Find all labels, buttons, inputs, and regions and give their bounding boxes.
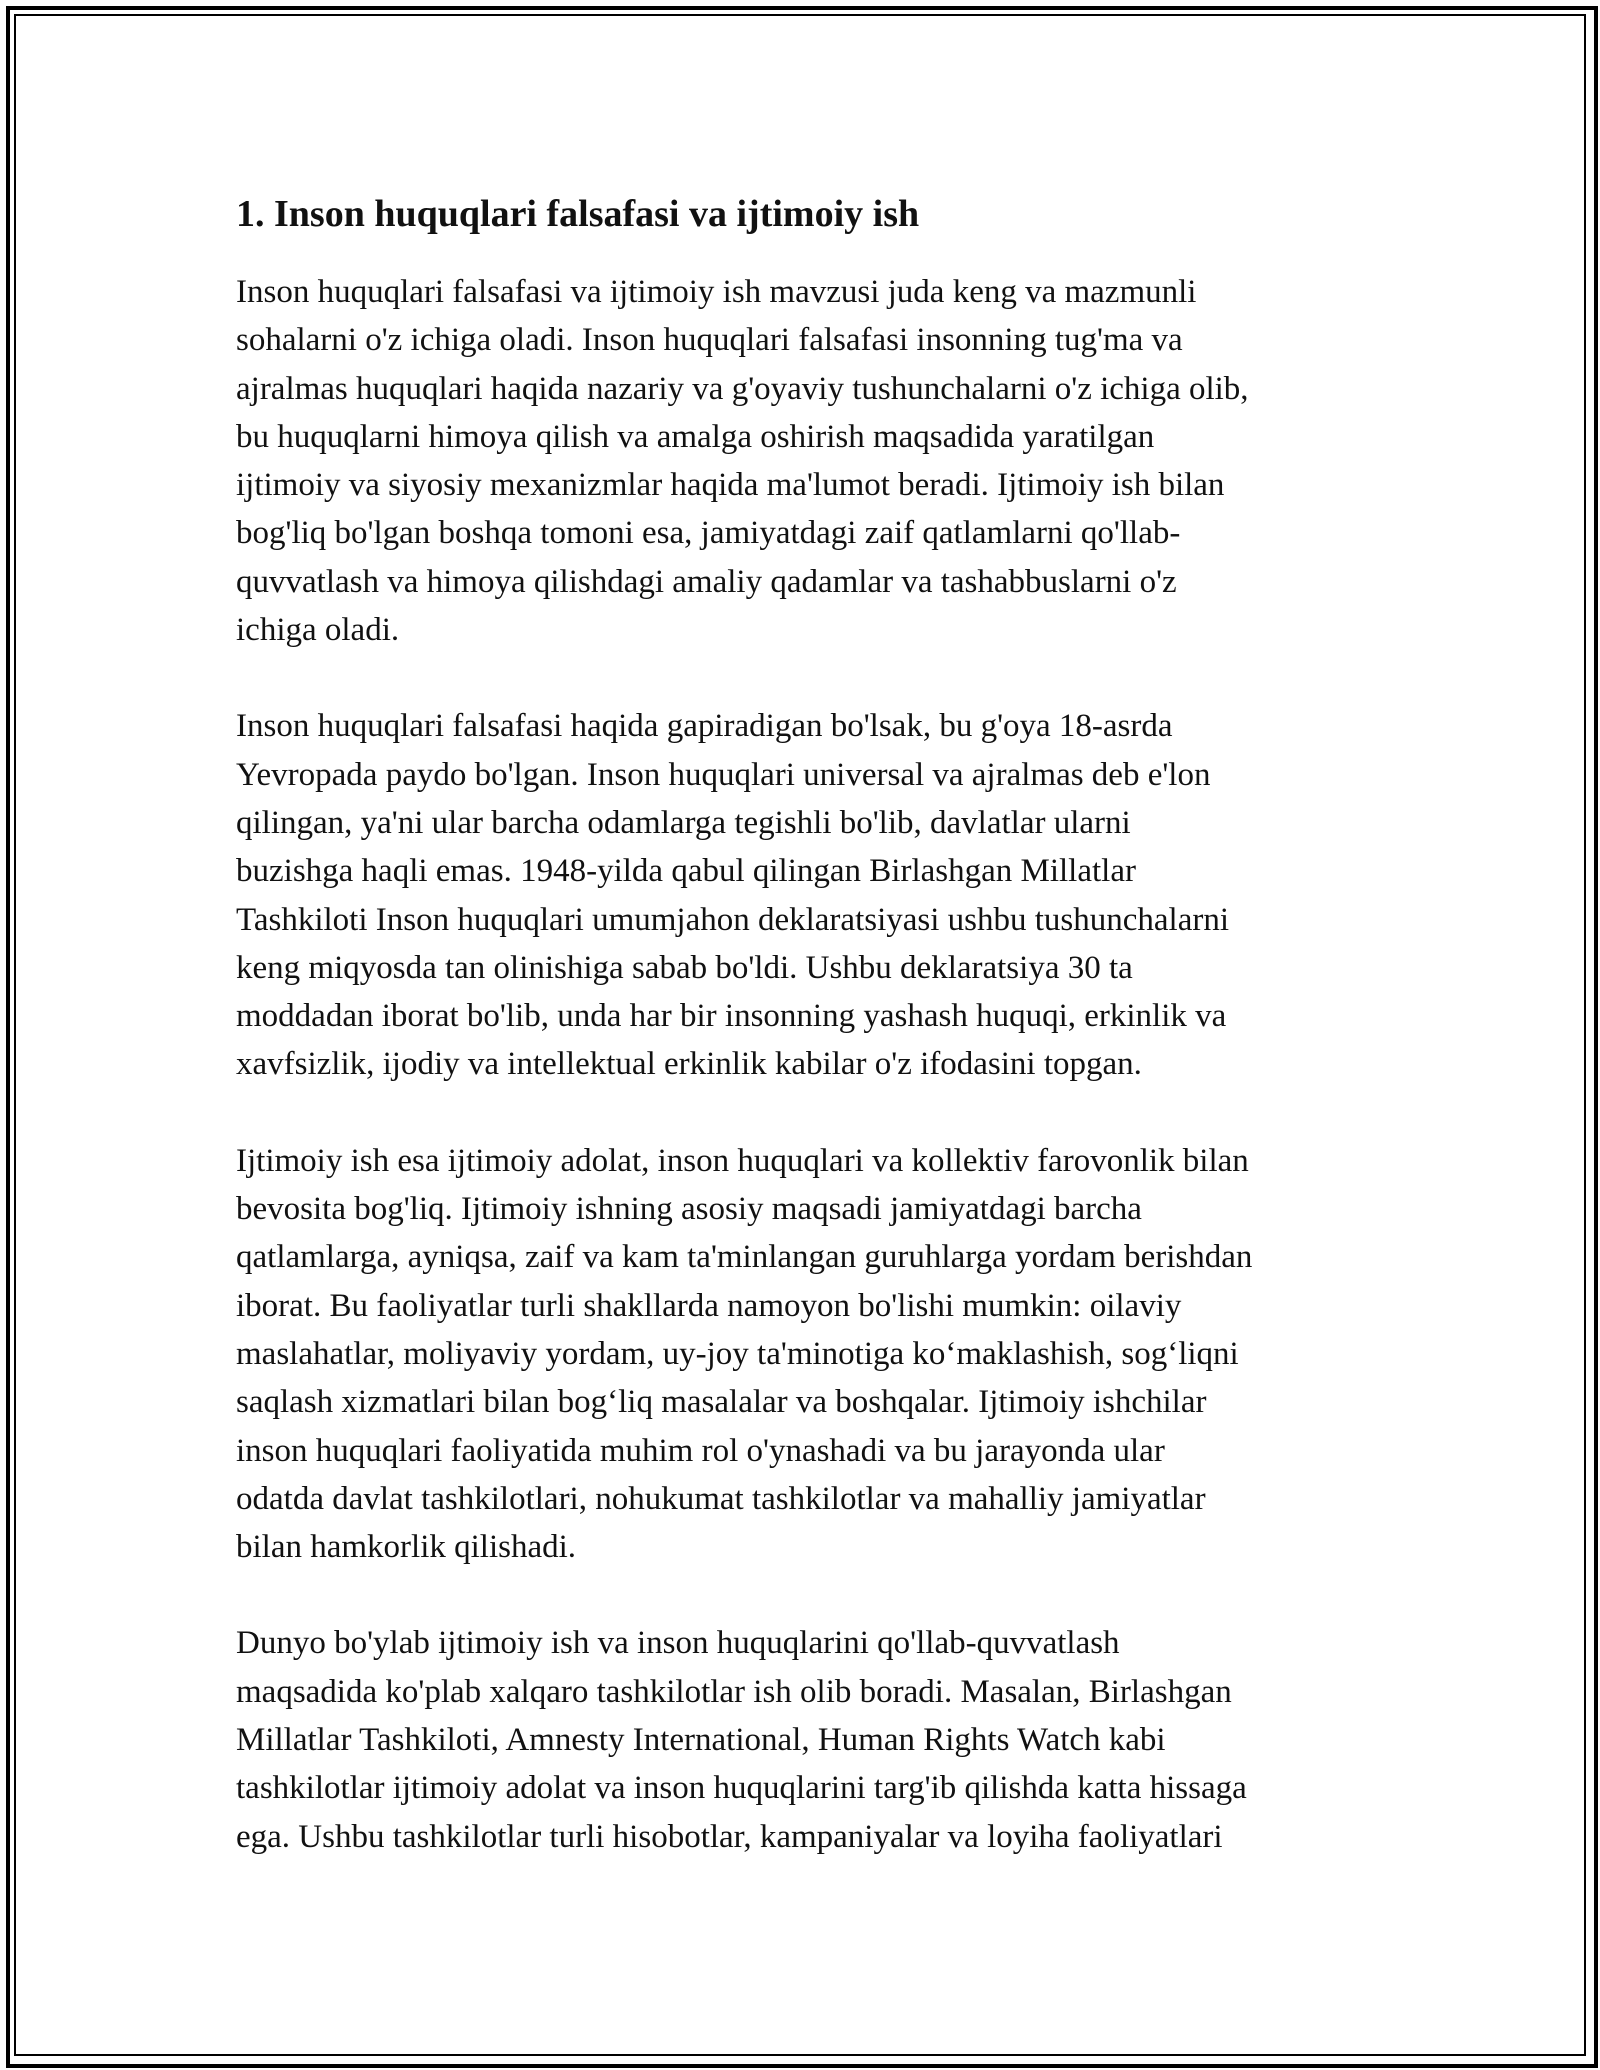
text-line: bilan hamkorlik qilishadi.	[236, 1529, 577, 1566]
text-line: maslahatlar, moliyaviy yordam, uy-joy ta'minotiga ko‘maklashish, sog‘liqni	[236, 1335, 1239, 1372]
text-line: inson huquqlari faoliyatida muhim rol o'ynashadi va bu jarayonda ular	[236, 1432, 1165, 1469]
text-line: ajralmas huquqlari haqida nazariy va g'oyaviy tushunchalarni o'z ichiga olib,	[236, 370, 1249, 407]
paragraph-2	[236, 702, 1376, 1088]
text-line: ega. Ushbu tashkilotlar turli hisobotlar, kampaniyalar va loyiha faoliyatlari	[236, 1818, 1223, 1855]
text-line: quvvatlash va himoya qilishdagi amaliy qadamlar va tashabbuslarni o'z	[236, 563, 1177, 600]
text-line: moddadan iborat bo'lib, unda har bir insonning yashash huquqi, erkinlik va	[236, 998, 1227, 1035]
text-line: keng miqyosda tan olinishiga sabab bo'ldi. Ushbu deklaratsiya 30 ta	[236, 949, 1133, 986]
text-line: tashkilotlar ijtimoiy adolat va inson huquqlarini targ'ib qilishda katta hissaga	[236, 1770, 1247, 1807]
text-line: Tashkiloti Inson huquqlari umumjahon deklaratsiyasi ushbu tushunchalarni	[236, 901, 1230, 938]
text-line: Ijtimoiy ish esa ijtimoiy adolat, inson huquqlari va kollektiv farovonlik bilan	[236, 1142, 1249, 1179]
text-line: buzishga haqli emas. 1948-yilda qabul qilingan Birlashgan Millatlar	[236, 853, 1136, 890]
text-line: sohalarni o'z ichiga oladi. Inson huquqlari falsafasi insonning tug'ma va	[236, 322, 1183, 359]
text-line: bu huquqlarni himoya qilish va amalga oshirish maqsadida yaratilgan	[236, 418, 1155, 455]
text-line: bevosita bog'liq. Ijtimoiy ishning asosiy maqsadi jamiyatdagi barcha	[236, 1191, 1142, 1228]
text-line: odatda davlat tashkilotlari, nohukumat tashkilotlar va mahalliy jamiyatlar	[236, 1480, 1206, 1517]
paragraph-3	[236, 1137, 1376, 1572]
section-heading: 1. Inson huquqlari falsafasi va ijtimoiy ish	[236, 193, 920, 235]
text-line: Inson huquqlari falsafasi va ijtimoiy ish mavzusi juda keng va mazmunli	[236, 274, 1197, 310]
text-line: qatlamlarga, ayniqsa, zaif va kam ta'minlangan guruhlarga yordam berishdan	[236, 1239, 1253, 1276]
text-line: qilingan, ya'ni ular barcha odamlarga tegishli bo'lib, davlatlar ularni	[236, 804, 1131, 841]
paragraph-4	[236, 1619, 1376, 1860]
text-line: ijtimoiy va siyosiy mexanizmlar haqida ma'lumot beradi. Ijtimoiy ish bilan	[236, 467, 1225, 504]
text-line: saqlash xizmatlari bilan bog‘liq masalalar va boshqalar. Ijtimoiy ishchilar	[236, 1384, 1207, 1421]
text-line: ichiga oladi.	[236, 612, 400, 649]
text-line: xavfsizlik, ijodiy va intellektual erkinlik kabilar o'z ifodasini topgan.	[236, 1046, 1142, 1083]
text-line: maqsadida ko'plab xalqaro tashkilotlar ish olib boradi. Masalan, Birlashgan	[236, 1673, 1232, 1710]
text-line: Yevropada paydo bo'lgan. Inson huquqlari universal va ajralmas deb e'lon	[236, 756, 1211, 793]
text-line: iborat. Bu faoliyatlar turli shakllarda namoyon bo'lishi mumkin: oilaviy	[236, 1287, 1182, 1324]
paragraph-1	[236, 268, 1376, 654]
text-line: Dunyo bo'ylab ijtimoiy ish va inson huquqlarini qo'llab-quvvatlash	[236, 1625, 1120, 1662]
text-line: Inson huquqlari falsafasi haqida gapiradigan bo'lsak, bu g'oya 18-asrda	[236, 708, 1173, 745]
document-body	[236, 186, 1376, 1909]
text-line: bog'liq bo'lgan boshqa tomoni esa, jamiyatdagi zaif qatlamlarni qo'llab-	[236, 515, 1181, 552]
text-line: Millatlar Tashkiloti, Amnesty International, Human Rights Watch kabi	[236, 1722, 1166, 1759]
